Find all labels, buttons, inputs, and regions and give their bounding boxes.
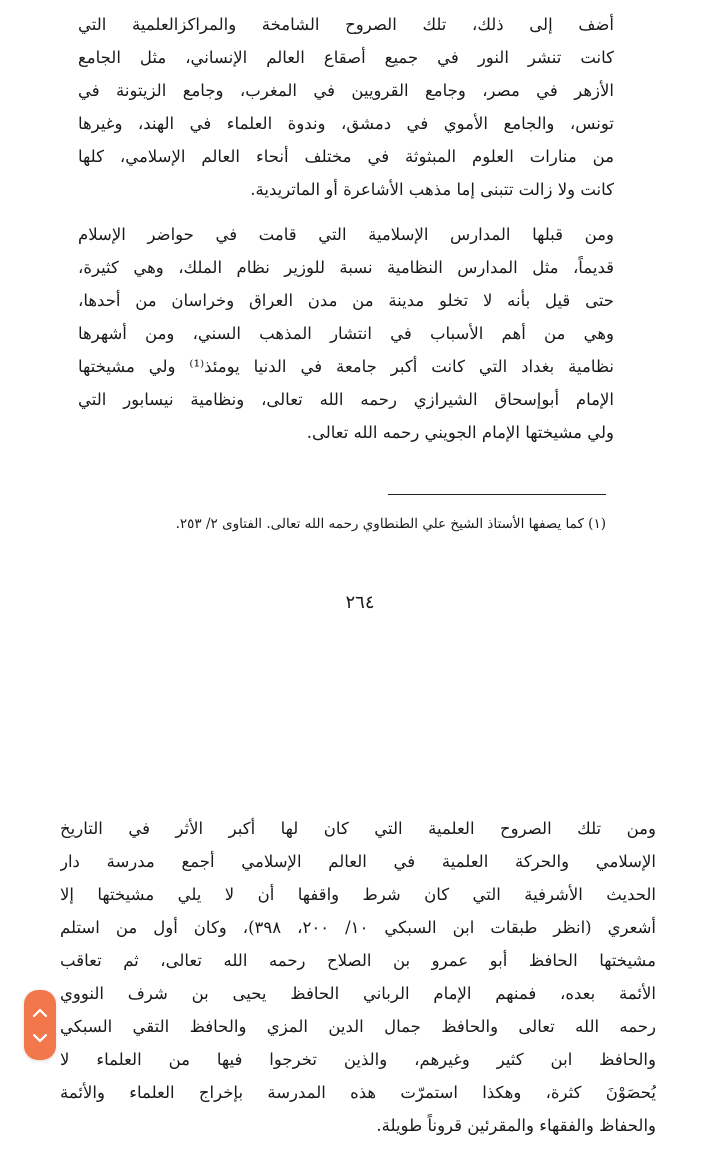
text-line: أضف إلى ذلك، تلك الصروح الشامخة والمراكزالعلمية التي [78, 15, 614, 34]
paragraph-1 [78, 8, 614, 206]
footnote-divider [388, 494, 606, 495]
text-line: مشيختها الحافظ أبو عمرو بن الصلاح رحمه الله تعالى، ثم تعاقب [60, 951, 656, 970]
text-line: نظامية بغداد التي كانت أكبر جامعة في الدنيا يومئذ⁽¹⁾ ولي مشيختها [78, 357, 614, 376]
text-line: ولي مشيختها الإمام الجويني رحمه الله تعالى. [306, 423, 614, 442]
text-line: من منارات العلوم المبثوثة في مختلف أنحاء العالم الإسلامي، كلها [78, 147, 614, 166]
chevron-up-icon[interactable] [30, 1002, 50, 1022]
text-line: قديماً، مثل المدارس النظامية نسبة للوزير نظام الملك، وهي كثيرة، [78, 258, 614, 277]
page-number: ٢٦٤ [345, 592, 375, 613]
text-line: الإسلامي والحركة العلمية في العالم الإسلامي أجمع مدرسة دار [60, 852, 656, 871]
text-line: الحديث الأشرفية التي كان شرط واقفها أن لا يلي مشيختها إلا [60, 885, 656, 904]
text-line: الأزهر في مصر، وجامع القرويين في المغرب، وجامع الزيتونة في [78, 81, 614, 100]
text-line: ومن قبلها المدارس الإسلامية التي قامت في حواضر الإسلام [78, 225, 614, 244]
text-line: كانت تنشر النور في جميع أصقاع العالم الإنساني، مثل الجامع [78, 48, 614, 67]
text-line: ومن تلك الصروح العلمية التي كان لها أكبر الأثر في التاريخ [60, 819, 656, 838]
text-line: وهي من أهم الأسباب في انتشار المذهب السني، ومن أشهرها [78, 324, 614, 343]
paragraph [60, 812, 656, 1142]
text-line: والحفاظ والفقهاء والمقرئين قروناً طويلة. [376, 1116, 656, 1135]
text-line: والحافظ ابن كثير وغيرهم، والذين تخرجوا فيها من العلماء لا [60, 1050, 656, 1069]
page-scroll-control [24, 990, 56, 1060]
page-264-body [78, 8, 614, 449]
text-line: تونس، والجامع الأموي في دمشق، وندوة العلماء في الهند، وغيرها [78, 114, 614, 133]
text-line: الأئمة بعده، فمنهم الإمام الرباني الحافظ يحيى بن شرف النووي [60, 984, 656, 1003]
text-line: الإمام أبوإسحاق الشيرازي رحمه الله تعالى، ونظامية نيسابور التي [78, 390, 614, 409]
text-line: أشعري (انظر طبقات ابن السبكي ١٠/ ٢٠٠، ٣٩٨)، وكان أول من استلم [60, 918, 656, 937]
text-line: رحمه الله تعالى والحافظ جمال الدين المزي والحافظ التقي السبكي [60, 1017, 656, 1036]
chevron-down-icon[interactable] [30, 1028, 50, 1048]
text-line: كانت ولا زالت تتبنى إما مذهب الأشاعرة أو الماتريدية. [250, 180, 614, 199]
text-line: حتى قيل بأنه لا تخلو مدينة من مدن العراق وخراسان من أحدها، [78, 291, 614, 310]
page-265-body [60, 812, 656, 1142]
footnote: (١) كما يصفها الأستاذ الشيخ علي الطنطاوي رحمه الله تعالى. الفتاوى ٢/ ٢٥٣. [175, 516, 606, 532]
text-line: يُحصَوْنَ كثرة، وهكذا استمرّت هذه المدرسة بإخراج العلماء والأئمة [60, 1083, 656, 1102]
paragraph-2 [78, 218, 614, 449]
